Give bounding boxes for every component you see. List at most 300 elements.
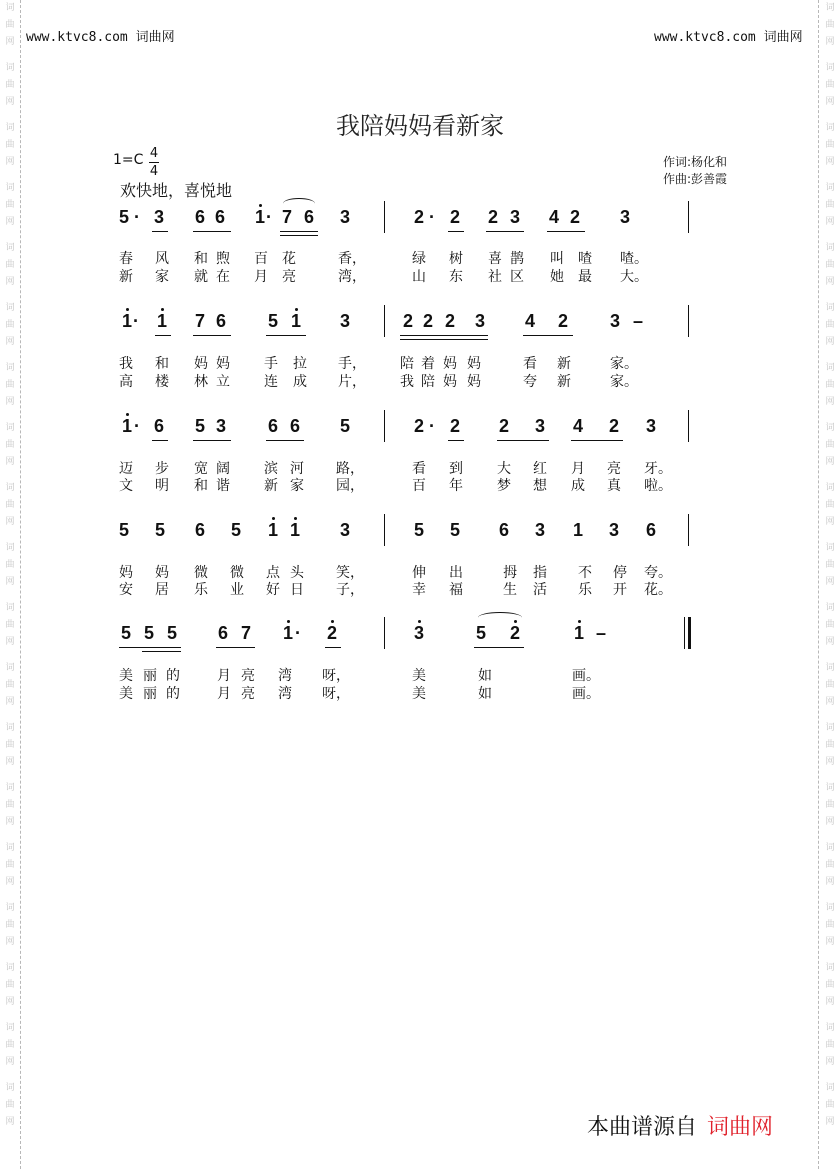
lyric-char: 头 <box>290 565 304 581</box>
lyric-char: 树 <box>449 251 463 267</box>
barline <box>384 305 385 337</box>
watermark-char: 词 <box>5 303 15 313</box>
watermark-char: 网 <box>5 37 15 47</box>
watermark-group <box>823 780 837 831</box>
watermark-char: 曲 <box>825 980 835 990</box>
watermark-char: 曲 <box>5 800 15 810</box>
note: 6 <box>216 311 227 331</box>
time-signature-line <box>149 162 159 163</box>
watermark-char: 网 <box>5 1117 15 1127</box>
lyric-char: 我 <box>400 374 414 390</box>
lyric-char: 美 <box>119 686 133 702</box>
lyric-char: 叫 <box>550 251 564 267</box>
note: 1 <box>573 520 584 540</box>
note-high <box>327 622 337 644</box>
watermark-char: 词 <box>5 843 15 853</box>
lyric-char: 路， <box>336 461 364 477</box>
source-footer <box>587 1110 773 1141</box>
watermark-group <box>3 960 17 1011</box>
watermark-char: 词 <box>825 1083 835 1093</box>
notation-line-2 <box>0 308 840 336</box>
beam <box>523 335 573 336</box>
watermark-char: 词 <box>5 423 15 433</box>
lyric-char: 陪 <box>421 374 435 390</box>
watermark-char: 词 <box>5 543 15 553</box>
high-octave-dot <box>126 308 129 311</box>
watermark-char: 词 <box>825 663 835 673</box>
watermark-char: 词 <box>5 243 15 253</box>
augmentation-dot: · <box>266 207 272 227</box>
watermark-char: 网 <box>5 877 15 887</box>
brand-link[interactable]: 词曲网 <box>707 1115 774 1140</box>
note: 3 <box>216 416 227 436</box>
augmentation-dot: · <box>134 416 140 436</box>
augmentation-dot: · <box>295 623 301 643</box>
note: 5 <box>119 207 130 227</box>
high-octave-dot <box>295 308 298 311</box>
key-signature: 1=C <box>113 152 144 168</box>
lyricist-credit: 作词:杨化和 <box>663 155 728 169</box>
high-octave-dot <box>578 620 581 623</box>
watermark-char: 词 <box>825 1023 835 1033</box>
header-site-left: www.ktvc8.com 词曲网 <box>26 30 175 45</box>
watermark-char: 曲 <box>5 80 15 90</box>
note-digit: 1 <box>574 623 585 643</box>
watermark-group <box>3 660 17 711</box>
watermark-char: 网 <box>825 637 835 647</box>
watermark-group <box>823 1020 837 1071</box>
lyric-char: 她 <box>550 269 564 285</box>
lyric-char: 好 <box>266 582 280 598</box>
watermark-char: 词 <box>5 363 15 373</box>
note: 2 <box>570 207 581 227</box>
lyric-char: 如 <box>478 668 492 684</box>
lyric-char: 区 <box>510 269 524 285</box>
watermark-char: 曲 <box>825 260 835 270</box>
watermark-char: 词 <box>825 963 835 973</box>
augmentation-dot: · <box>429 416 435 436</box>
lyric-char: 高 <box>119 374 133 390</box>
note: 6 <box>268 416 279 436</box>
watermark-char: 词 <box>825 303 835 313</box>
lyric-char: 和 <box>155 356 169 372</box>
note: 2 <box>445 311 456 331</box>
notation-line-1 <box>0 204 840 232</box>
watermark-char: 词 <box>825 483 835 493</box>
lyric-char: 如 <box>478 686 492 702</box>
watermark-group <box>823 900 837 951</box>
watermark-char: 词 <box>825 363 835 373</box>
barline <box>688 410 689 442</box>
lyric-char: 想 <box>533 478 547 494</box>
lyric-char: 喳。 <box>620 251 648 267</box>
lyric-char: 出 <box>449 565 463 581</box>
watermark-char: 词 <box>825 123 835 133</box>
lyric-char: 笑， <box>336 565 364 581</box>
lyric-char: 园， <box>336 478 364 494</box>
note: 3 <box>154 207 165 227</box>
watermark-char: 曲 <box>825 200 835 210</box>
watermark-group <box>3 780 17 831</box>
beam <box>193 440 231 441</box>
note: 6 <box>499 520 510 540</box>
lyric-char: 连 <box>264 374 278 390</box>
beam <box>266 440 304 441</box>
watermark-char: 网 <box>825 877 835 887</box>
note-high <box>414 622 424 644</box>
watermark-char: 曲 <box>5 860 15 870</box>
note: 5 <box>450 520 461 540</box>
note: 6 <box>195 207 206 227</box>
lyric-char: 画。 <box>572 668 600 684</box>
lyric-char: 月 <box>217 686 231 702</box>
lyric-char: 的 <box>166 668 180 684</box>
watermark-group <box>823 60 837 111</box>
lyric-char: 花 <box>282 251 296 267</box>
lyric-char: 着 <box>421 356 435 372</box>
note-high <box>291 310 301 332</box>
note: 3 <box>620 207 631 227</box>
beam <box>448 440 464 441</box>
watermark-char: 词 <box>825 723 835 733</box>
lyric-char: 月 <box>254 269 268 285</box>
watermark-char: 词 <box>5 903 15 913</box>
high-octave-dot <box>259 204 262 207</box>
watermark-char: 词 <box>825 783 835 793</box>
lyric-char: 亮 <box>607 461 621 477</box>
lyric-char: 香， <box>338 251 366 267</box>
watermark-char: 曲 <box>5 560 15 570</box>
watermark-char: 曲 <box>825 1040 835 1050</box>
beam <box>266 335 306 336</box>
note-digit: 1 <box>283 623 294 643</box>
watermark-char: 词 <box>5 963 15 973</box>
note: 2 <box>414 416 425 436</box>
note: 5 <box>414 520 425 540</box>
beam <box>486 231 524 232</box>
watermark-char: 词 <box>825 423 835 433</box>
lyric-char: 点 <box>266 565 280 581</box>
watermark-char: 网 <box>825 517 835 527</box>
watermark-char: 词 <box>5 483 15 493</box>
note: 6 <box>304 207 315 227</box>
watermark-char: 曲 <box>5 260 15 270</box>
note: 3 <box>610 311 621 331</box>
note-digit: 2 <box>327 623 338 643</box>
high-octave-dot <box>418 620 421 623</box>
augmentation-dot: · <box>429 207 435 227</box>
beam <box>193 231 231 232</box>
beam <box>497 440 549 441</box>
watermark-group <box>3 240 17 291</box>
lyric-char: 微 <box>230 565 244 581</box>
watermark-char: 词 <box>5 3 15 13</box>
lyric-char: 百 <box>254 251 268 267</box>
lyric-char: 安 <box>119 582 133 598</box>
watermark-char: 曲 <box>825 320 835 330</box>
lyric-char: 妈 <box>119 565 133 581</box>
lyric-char: 和 <box>194 251 208 267</box>
lyric-char: 楼 <box>155 374 169 390</box>
lyric-char: 红 <box>533 461 547 477</box>
lyric-char: 妈 <box>155 565 169 581</box>
lyric-char: 梦 <box>497 478 511 494</box>
note: 3 <box>340 520 351 540</box>
lyric-char: 滨 <box>264 461 278 477</box>
augmentation-dot: · <box>134 207 140 227</box>
watermark-char: 曲 <box>825 20 835 30</box>
watermark-char: 网 <box>825 577 835 587</box>
watermark-char: 曲 <box>825 560 835 570</box>
lyric-char: 丽 <box>143 668 157 684</box>
note: 6 <box>154 416 165 436</box>
lyric-char: 画。 <box>572 686 600 702</box>
watermark-group <box>3 840 17 891</box>
watermark-char: 曲 <box>5 500 15 510</box>
note: 2 <box>450 416 461 436</box>
lyric-char: 绿 <box>412 251 426 267</box>
beam <box>152 231 168 232</box>
note: 3 <box>609 520 620 540</box>
watermark-char: 网 <box>825 697 835 707</box>
lyric-char: 宽 <box>194 461 208 477</box>
beam <box>280 235 318 236</box>
note-digit: 1 <box>268 520 279 540</box>
header-site-right: www.ktvc8.com 词曲网 <box>654 30 803 45</box>
lyric-char: 步 <box>155 461 169 477</box>
note: 5 <box>195 416 206 436</box>
note: 3 <box>340 207 351 227</box>
watermark-char: 网 <box>825 97 835 107</box>
watermark-char: 网 <box>825 817 835 827</box>
lyric-char: 乐 <box>194 582 208 598</box>
note: 6 <box>646 520 657 540</box>
watermark-group <box>823 960 837 1011</box>
watermark-char: 词 <box>825 3 835 13</box>
watermark-char: 曲 <box>5 1040 15 1050</box>
lyric-char: 花。 <box>644 582 672 598</box>
lyric-char: 子， <box>336 582 364 598</box>
lyric-char: 看 <box>412 461 426 477</box>
lyric-char: 新 <box>119 269 133 285</box>
lyric-char: 妈 <box>194 356 208 372</box>
watermark-char: 网 <box>825 337 835 347</box>
barline <box>384 514 385 546</box>
lyric-char: 生 <box>503 582 517 598</box>
note-digit: 3 <box>414 623 425 643</box>
lyric-char: 家。 <box>610 374 638 390</box>
watermark-char: 网 <box>825 277 835 287</box>
beam <box>280 231 318 232</box>
watermark-char: 词 <box>825 243 835 253</box>
note: 3 <box>510 207 521 227</box>
lyric-char: 鹊 <box>510 251 524 267</box>
lyric-char: 微 <box>194 565 208 581</box>
barline <box>688 305 689 337</box>
augmentation-dot: · <box>133 311 139 331</box>
notation-line-3 <box>0 413 840 441</box>
beam <box>474 647 524 648</box>
dash: – <box>633 311 644 331</box>
lyric-char: 月 <box>217 668 231 684</box>
lyric-char: 年 <box>449 478 463 494</box>
watermark-char: 网 <box>825 757 835 767</box>
note: 6 <box>218 623 229 643</box>
watermark-char: 曲 <box>825 80 835 90</box>
lyric-char: 月 <box>571 461 585 477</box>
note-digit: 1 <box>122 416 133 436</box>
lyric-char: 喳 <box>578 251 592 267</box>
lyric-char: 呀， <box>322 686 350 702</box>
lyric-char: 啦。 <box>644 478 672 494</box>
lyric-char: 拇 <box>503 565 517 581</box>
barline <box>384 410 385 442</box>
watermark-group <box>3 720 17 771</box>
watermark-char: 网 <box>825 397 835 407</box>
lyric-char: 手， <box>338 356 366 372</box>
watermark-char: 词 <box>825 183 835 193</box>
note: 5 <box>144 623 155 643</box>
time-signature-top: 4 <box>149 146 159 161</box>
watermark-group <box>823 1080 837 1131</box>
note-high <box>255 206 265 228</box>
watermark-group <box>3 900 17 951</box>
watermark-group <box>823 360 837 411</box>
note: 2 <box>450 207 461 227</box>
watermark-char: 词 <box>5 123 15 133</box>
lyric-char: 美 <box>119 668 133 684</box>
song-title: 我陪妈妈看新家 <box>336 112 504 140</box>
lyric-char: 乐 <box>578 582 592 598</box>
lyric-char: 和 <box>194 478 208 494</box>
watermark-char: 网 <box>5 397 15 407</box>
watermark-char: 词 <box>825 63 835 73</box>
watermark-char: 网 <box>5 277 15 287</box>
lyric-char: 湾 <box>278 668 292 684</box>
lyric-char: 手 <box>264 356 278 372</box>
note: 3 <box>475 311 486 331</box>
note: 6 <box>195 520 206 540</box>
note-high <box>290 519 300 541</box>
note-high <box>157 310 167 332</box>
lyric-char: 拉 <box>293 356 307 372</box>
note: 5 <box>268 311 279 331</box>
lyric-char: 片， <box>338 374 366 390</box>
watermark-char: 网 <box>825 37 835 47</box>
note: 7 <box>241 623 252 643</box>
note: 2 <box>488 207 499 227</box>
watermark-group <box>3 0 17 51</box>
lyric-char: 的 <box>166 686 180 702</box>
lyric-char: 社 <box>488 269 502 285</box>
watermark-char: 网 <box>5 217 15 227</box>
beam <box>400 339 488 340</box>
watermark-char: 词 <box>825 603 835 613</box>
note-high <box>510 622 520 644</box>
lyric-char: 到 <box>449 461 463 477</box>
watermark-group <box>823 540 837 591</box>
lyric-char: 伸 <box>412 565 426 581</box>
watermark-group <box>3 540 17 591</box>
watermark-char: 曲 <box>825 500 835 510</box>
high-octave-dot <box>331 620 334 623</box>
lyric-char: 指 <box>533 565 547 581</box>
note-digit: 1 <box>291 311 302 331</box>
watermark-char: 词 <box>5 1083 15 1093</box>
watermark-char: 网 <box>5 1057 15 1067</box>
barline <box>384 201 385 233</box>
watermark-char: 曲 <box>5 140 15 150</box>
watermark-char: 曲 <box>5 380 15 390</box>
lyric-char: 大 <box>497 461 511 477</box>
watermark-char: 曲 <box>5 620 15 630</box>
tempo-marking: 欢快地，喜悦地 <box>120 181 233 200</box>
watermark-char: 曲 <box>825 380 835 390</box>
lyric-char: 喜 <box>488 251 502 267</box>
slur <box>283 198 315 209</box>
high-octave-dot <box>126 413 129 416</box>
watermark-char: 网 <box>825 1117 835 1127</box>
watermark-char: 网 <box>5 97 15 107</box>
watermark-char: 词 <box>5 63 15 73</box>
lyric-char: 亮 <box>282 269 296 285</box>
final-barline-thin <box>684 617 685 649</box>
lyric-char: 真 <box>607 478 621 494</box>
lyric-char: 美 <box>412 668 426 684</box>
lyric-char: 幸 <box>412 582 426 598</box>
lyric-char: 新 <box>557 356 571 372</box>
note-digit: 1 <box>255 207 266 227</box>
lyric-char: 业 <box>230 582 244 598</box>
high-octave-dot <box>272 517 275 520</box>
note: 2 <box>609 416 620 436</box>
lyric-char: 丽 <box>143 686 157 702</box>
watermark-char: 词 <box>5 1023 15 1033</box>
high-octave-dot <box>161 308 164 311</box>
time-signature-bottom: 4 <box>149 164 159 179</box>
lyric-char: 百 <box>412 478 426 494</box>
lyric-char: 夸 <box>523 374 537 390</box>
watermark-group <box>823 720 837 771</box>
right-border-rule <box>818 0 819 1169</box>
note: 5 <box>340 416 351 436</box>
dash: – <box>596 623 607 643</box>
time-signature <box>148 145 160 180</box>
watermark-char: 网 <box>5 457 15 467</box>
lyric-char: 河 <box>290 461 304 477</box>
watermark-group <box>823 840 837 891</box>
lyric-char: 美 <box>412 686 426 702</box>
note: 7 <box>195 311 206 331</box>
watermark-char: 词 <box>5 183 15 193</box>
note: 2 <box>414 207 425 227</box>
watermark-char: 曲 <box>825 860 835 870</box>
lyric-char: 居 <box>155 582 169 598</box>
note: 5 <box>155 520 166 540</box>
note-high <box>122 415 132 437</box>
lyric-char: 新 <box>557 374 571 390</box>
lyric-char: 家 <box>155 269 169 285</box>
watermark-char: 词 <box>5 663 15 673</box>
note: 7 <box>282 207 293 227</box>
watermark-char: 曲 <box>825 440 835 450</box>
composer-credit: 作曲:彭善霞 <box>663 172 728 186</box>
lyric-char: 夸。 <box>644 565 672 581</box>
watermark-char: 曲 <box>825 740 835 750</box>
lyric-char: 阔 <box>216 461 230 477</box>
lyric-char: 妈 <box>443 374 457 390</box>
lyric-char: 妈 <box>467 374 481 390</box>
